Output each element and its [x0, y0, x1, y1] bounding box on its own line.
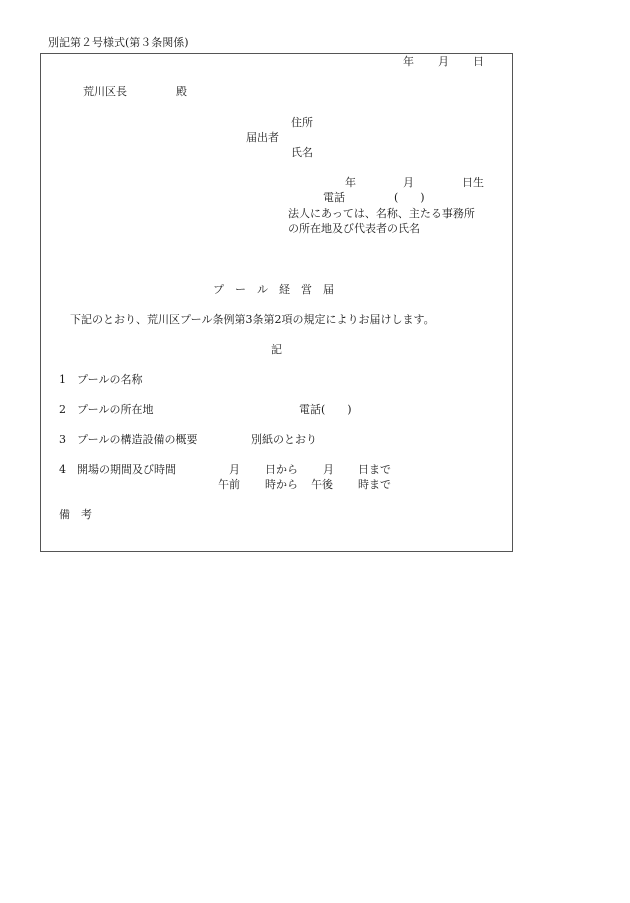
- item-4-to-day: 日まで: [358, 463, 391, 476]
- form-header-label: 別記第２号様式(第３条関係): [48, 36, 189, 49]
- item-4-pm: 午後: [311, 478, 333, 491]
- item-4-month2: 月: [323, 463, 334, 476]
- item-2-phone: 電話( ): [299, 403, 352, 416]
- item-4-to-hour: 時まで: [358, 478, 391, 491]
- intro-text: 下記のとおり、荒川区プール条例第3条第2項の規定によりお届けします。: [70, 313, 435, 326]
- addressee-honorific: 殿: [176, 85, 187, 98]
- phone-label: 電話: [323, 191, 345, 204]
- item-4-label: 4 開場の期間及び時間: [59, 463, 176, 476]
- item-4-am: 午前: [218, 478, 240, 491]
- phone-parens: ( ): [394, 191, 425, 204]
- date-day: 日: [473, 55, 484, 68]
- form-title: プ ー ル 経 営 届: [213, 283, 334, 296]
- address-label: 住所: [291, 116, 313, 129]
- applicant-label: 届出者: [246, 131, 279, 144]
- addressee-name: 荒川区長: [83, 85, 127, 98]
- item-4-month1: 月: [229, 463, 240, 476]
- item-4-from-hour: 時から: [265, 478, 298, 491]
- item-1-label: 1 プールの名称: [59, 373, 143, 386]
- item-3-label: 3 プールの構造設備の概要: [59, 433, 198, 446]
- corp-note-line1: 法人にあっては、名称、主たる事務所: [288, 207, 475, 220]
- date-year: 年: [403, 55, 414, 68]
- remarks-label: 備 考: [59, 508, 92, 521]
- item-4-from-day: 日から: [265, 463, 298, 476]
- birth-year: 年: [345, 176, 356, 189]
- birth-day: 日生: [462, 176, 484, 189]
- corp-note-line2: の所在地及び代表者の氏名: [288, 222, 420, 235]
- birth-month: 月: [403, 176, 414, 189]
- item-2-label: 2 プールの所在地: [59, 403, 154, 416]
- ki-label: 記: [271, 343, 282, 356]
- date-month: 月: [438, 55, 449, 68]
- name-label: 氏名: [291, 146, 313, 159]
- item-3-value: 別紙のとおり: [251, 433, 317, 446]
